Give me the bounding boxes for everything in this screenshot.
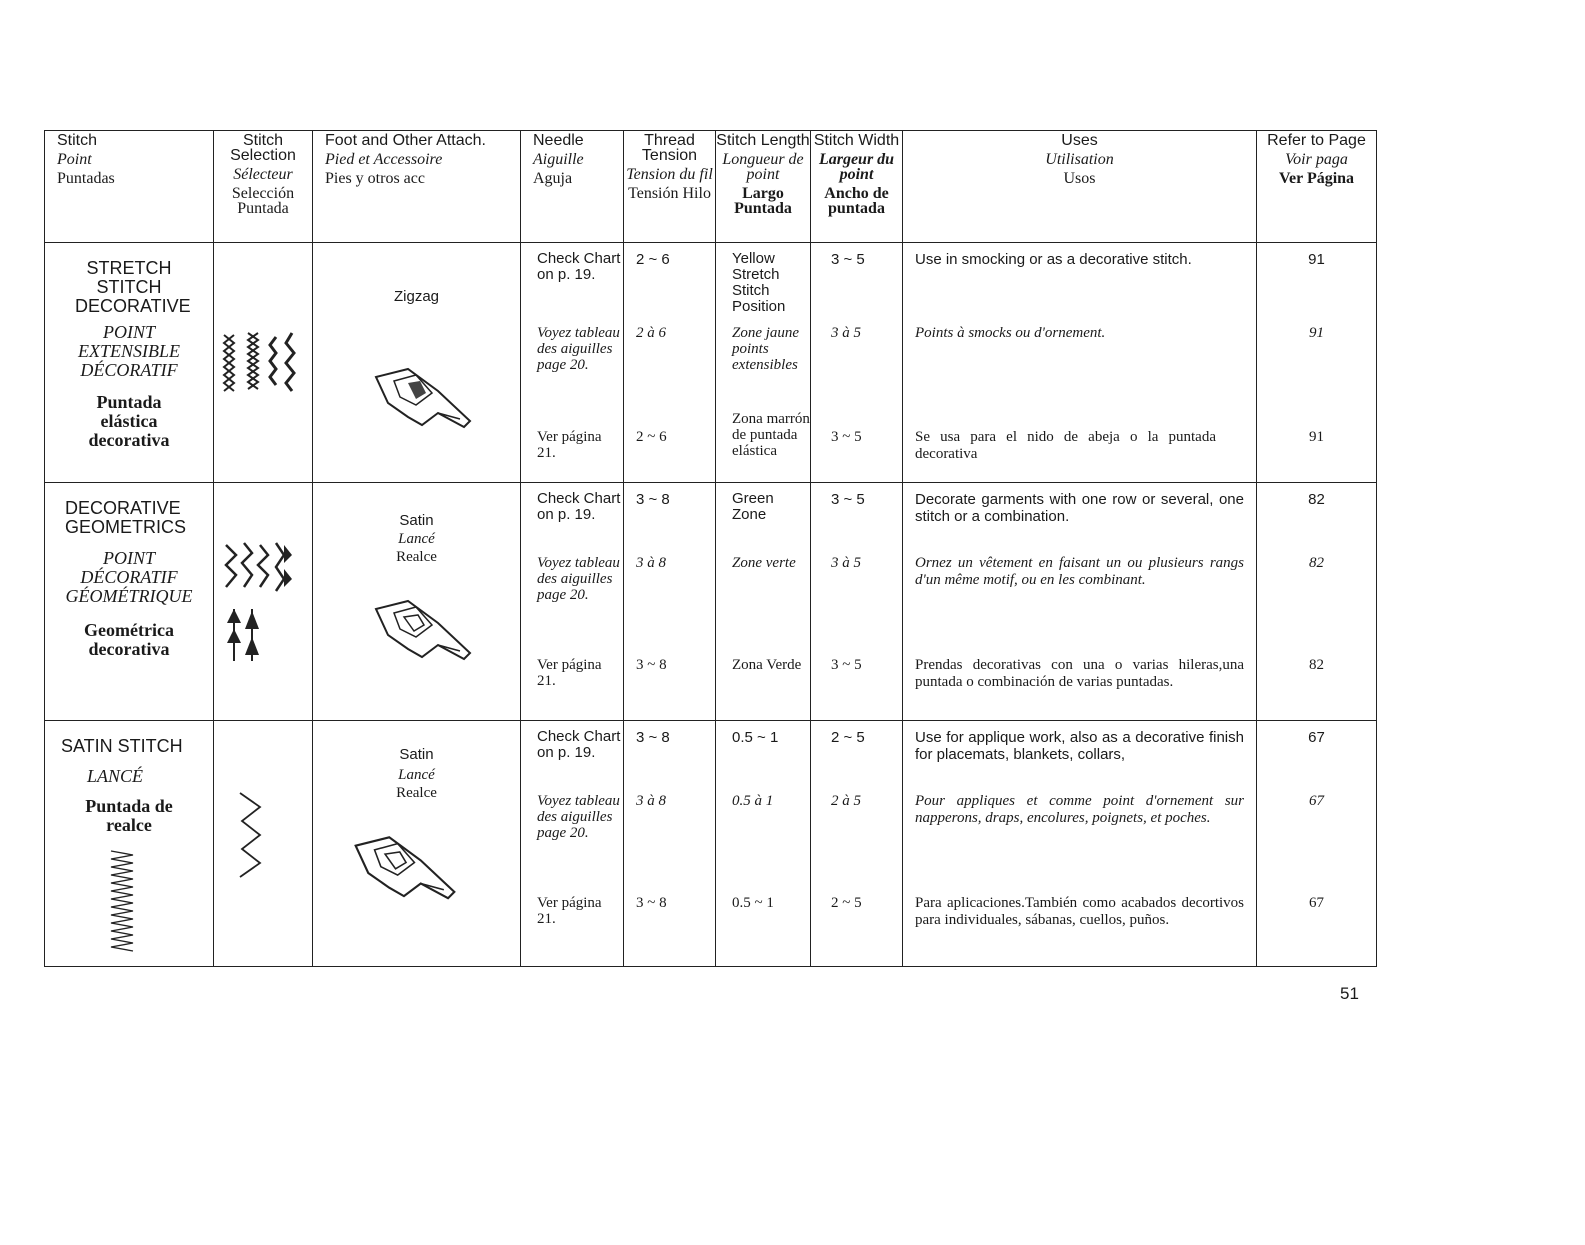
table-row: SATIN STITCH LANCÉ Puntada de realce Satin Lancé Realce Check Chart on p. 19. Voyez tableau des aiguilles page 20. Ver página 21. 3 ~ 8 3 à 8 3 ~ 8 0.5 ~ 1 0.5 à 1 0.5 ~ 1 2 ~ 5 2 à 5 2 ~ 5 Use for applique work, also as a decorative finish for placemats, blankets, collars, Pour appliques et comme point d'ornement sur napperons, draps, encolures, poignets, et poches. Para aplicaciones.También como acabados decortivos para individuales, sábanas, cuellos, puños. 67 67 67 (45, 721, 1377, 967)
header-needle: Needle Aiguille Aguja (521, 131, 624, 243)
page-number: 51 (1340, 984, 1359, 1003)
satin-stitch-sample-icon (107, 847, 137, 957)
table-row: DECORATIVE GEOMETRICS POINT DÉCORATIF GÉOMÉTRIQUE Geométrica decorativa Satin Lancé Realce Check Chart on p. 19. Voyez tableau des aiguilles page 20. Ver página 21. 3 ~ 8 3 à 8 3 ~ 8 Green Zone Zone verte Zona Verde 3 ~ 5 3 à 5 3 ~ 5 Decorate garments with one row or several, one stitch or a combination. Ornez un vêtement en faisant un ou plusieurs rangs d'un même motif, ou en les combinant. Prendas decorativas con una o varias hileras,una puntada o combinación de varias puntadas. 82 82 82 (45, 483, 1377, 721)
header-foot: Foot and Other Attach. Pied et Accessoire Pies y otros acc (313, 131, 521, 243)
geometric-stitch-pattern-icon (214, 483, 313, 721)
header-refer: Refer to Page Voir paga Ver Página (1257, 131, 1377, 243)
satin-foot-icon (368, 595, 478, 675)
header-length: Stitch Length Longueur de point Largo Puntada (716, 131, 811, 243)
header-selection: Stitch Selection Sélecteur Selección Puntada (214, 131, 313, 243)
header-tension: Thread Tension Tension du fil Tensión Hilo (624, 131, 716, 243)
header-uses: Uses Utilisation Usos (903, 131, 1257, 243)
header-width: Stitch Width Largeur du point Ancho de puntada (811, 131, 903, 243)
zigzag-foot-icon (368, 363, 478, 443)
header-row (45, 131, 1377, 243)
satin-zigzag-pattern-icon (214, 721, 313, 967)
stretch-stitch-pattern-icon (214, 243, 313, 483)
header-stitch: Stitch Point Puntadas (45, 131, 214, 243)
table-row: STRETCH STITCH DECORATIVE POINT EXTENSIBLE DÉCORATIF Puntada elástica decorativa Zigzag Check Chart on p. 19. Voyez tableau des aiguilles page 20. Ver página 21. 2 ~ 6 2 à 6 2 ~ 6 Yellow Stretch Stitch Position Zone jaune points extensibles Zona marrón de puntada elástica 3 ~ 5 3 à 5 3 ~ 5 Use in smocking or as a decorative stitch. Points à smocks ou d'ornement. Se usa para el nido de abeja o la puntada decorativa 91 91 91 (45, 243, 1377, 483)
satin-foot-icon (345, 831, 465, 915)
stitch-chart-table (44, 130, 1377, 967)
